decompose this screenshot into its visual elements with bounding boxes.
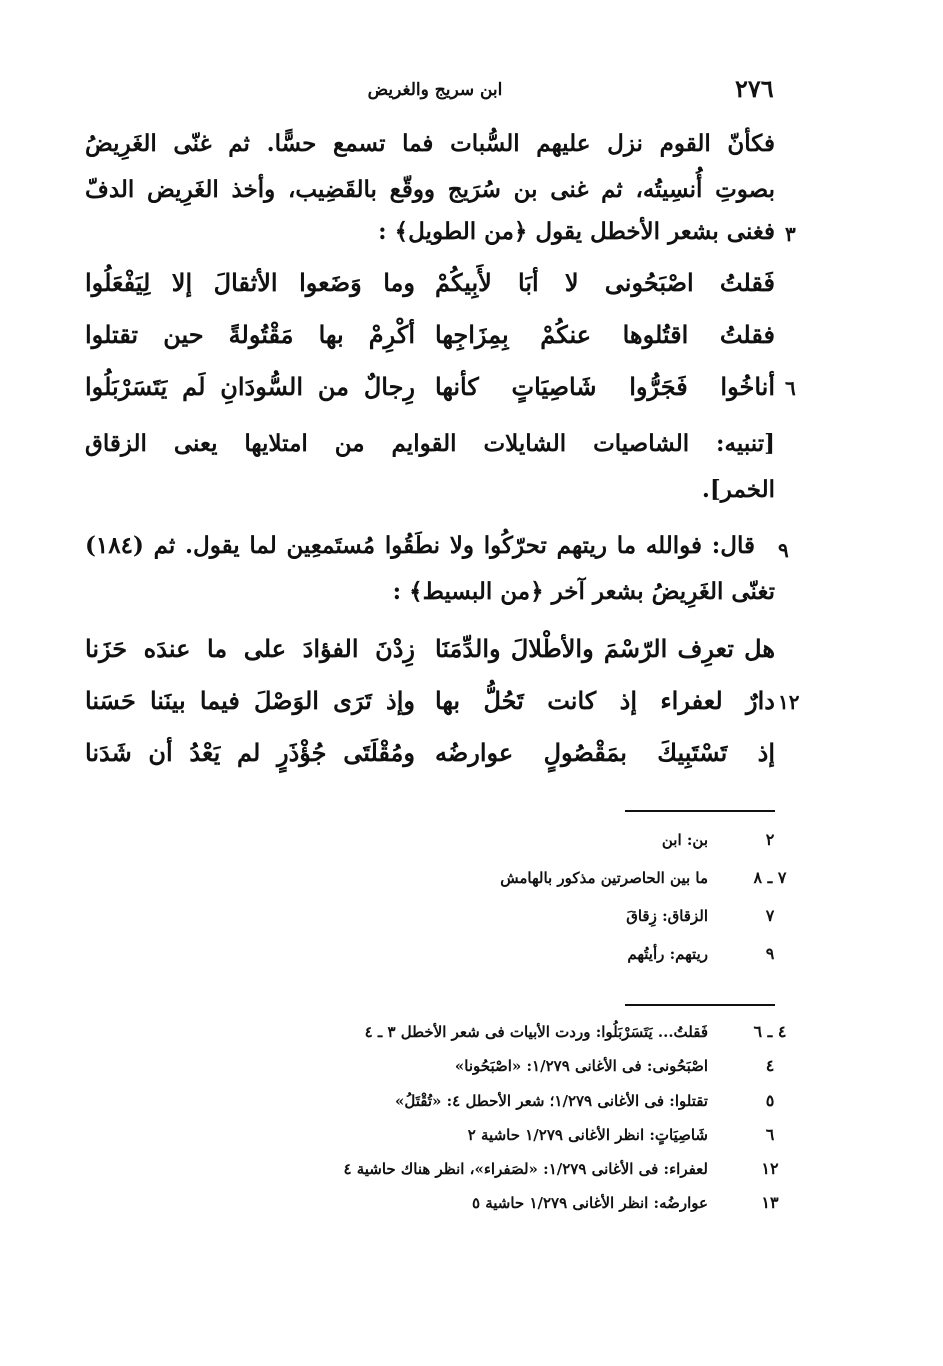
line-number: ١٢ bbox=[778, 690, 800, 714]
verse-first-hemistich: فقلتُ اقتُلوها عنكُمْ بِمِزَاجِها bbox=[435, 320, 775, 349]
verse-first-hemistich: أناخُوا فَجَرُّوا شَاصِيَاتٍ كأنها bbox=[435, 372, 775, 401]
note-text: ما بين الحاصرتين مذكور بالهامش bbox=[500, 869, 708, 887]
note-text: الزقاق: زِقاقَ bbox=[626, 907, 708, 925]
note-number: ٤ bbox=[765, 1056, 775, 1075]
paragraph-line: فكأنّ القوم نزل عليهم السُّبات فما تسمع حسًّا. ثم غنّى الغَرِيضُ bbox=[85, 130, 775, 157]
note-text: فَقلتُ... يَتَسَرْبَلُوا: وردت الأبيات فى شعر الأخطل ٣ ـ ٤ bbox=[364, 1023, 708, 1041]
page-number: ٢٧٦ bbox=[735, 74, 774, 103]
footnote-rule bbox=[625, 810, 775, 812]
note-text: اصْبَحُونى: فى الأغانى ١/٢٧٩: «اصْبَحُونا» bbox=[454, 1057, 708, 1075]
note-text: بن: ابن bbox=[661, 831, 708, 849]
footnote-rule bbox=[625, 1004, 775, 1006]
verse-first-hemistich: دارٌ لعفراء إذ كانت تَحُلُّ بها bbox=[435, 686, 775, 715]
note-number: ١٢ bbox=[761, 1159, 779, 1178]
verse-second-hemistich: أكْرِمْ بها مَقْتُولةً حين تقتلوا bbox=[85, 320, 415, 349]
note-text: شَاصِيَاتٍ: انظر الأغانى ١/٢٧٩ حاشية ٢ bbox=[467, 1126, 708, 1144]
bracket-note-line: الخمر]. bbox=[701, 476, 775, 503]
verse-second-hemistich: ومُقْلَتَى جُؤْذَرٍ لم يَعْدُ أن شَدَنا bbox=[85, 738, 415, 767]
note-number: ١٣ bbox=[761, 1193, 779, 1212]
note-text: ريتهم: رأيتُهم bbox=[627, 945, 708, 963]
note-number: ٧ bbox=[765, 906, 775, 925]
paragraph-line: تغنّى الغَرِيضُ بشعر آخر ﴿من البسيط﴾ : bbox=[392, 578, 775, 605]
note-number: ٢ bbox=[765, 830, 775, 849]
verse-second-hemistich: زِدْنَ الفؤادَ على ما عندَه حَزَنا bbox=[85, 634, 415, 663]
note-text: تقتلوا: فى الأغانى ١/٢٧٩؛ شعر الأحطل ٤: «تُقْتَلُ» bbox=[394, 1092, 708, 1110]
line-number: ٦ bbox=[785, 376, 796, 400]
line-number: ٣ bbox=[785, 222, 796, 246]
line-number: ٩ bbox=[778, 538, 789, 562]
paragraph-line: بصوتِ أُنسِيتُه، ثم غنى بن سُرَيج ووقّع بالقَضِيب، وأخذ الغَرِيض الدفّ bbox=[85, 176, 775, 203]
verse-second-hemistich: وما وَضَعوا الأثقالَ إلا لِيَفْعَلُوا bbox=[85, 268, 415, 297]
verse-first-hemistich: هل تعرِف الرّسْمَ والأطْلالَ والدِّمَنَا bbox=[435, 634, 775, 663]
note-number: ٥ bbox=[765, 1091, 775, 1110]
running-title: ابن سريج والغريض bbox=[367, 80, 503, 100]
paragraph-line: قال: فوالله ما ريتهم تحرّكُوا ولا نطَقُوا مُستَمعِين لما يقول. ثم (١٨٤) bbox=[85, 532, 755, 559]
verse-first-hemistich: فَقلتُ اصْبَحُونى لا أبَا لأَبِيكُمْ bbox=[435, 268, 775, 297]
paragraph-line: فغنى بشعر الأخطل يقول ﴿من الطويل﴾ : bbox=[378, 218, 775, 245]
note-number: ٦ bbox=[765, 1125, 775, 1144]
verse-first-hemistich: إذ تَسْتَبِيكَ بمَقْصُولٍ عوارضُه bbox=[435, 738, 775, 767]
note-text: عوارضُه: انظر الأغانى ١/٢٧٩ حاشية ٥ bbox=[471, 1194, 708, 1212]
note-number: ٩ bbox=[765, 944, 775, 963]
note-number: ٤ ـ ٦ bbox=[753, 1022, 787, 1041]
bracket-note-line: [تنبيه: الشاصيات الشايلات القوايم من امتلايها يعنى الزقاق bbox=[85, 430, 775, 457]
note-number: ٧ ـ ٨ bbox=[753, 868, 787, 887]
verse-second-hemistich: وإذ تَرَى الوَصْلَ فيما بينَنا حَسَنا bbox=[85, 686, 415, 715]
verse-second-hemistich: رِجالٌ من السُّودَانِ لَم يَتَسَرْبَلُوا bbox=[85, 372, 415, 401]
note-text: لعفراء: فى الأغانى ١/٢٧٩: «لصَفراء»، انظر هناك حاشية ٤ bbox=[343, 1160, 708, 1178]
